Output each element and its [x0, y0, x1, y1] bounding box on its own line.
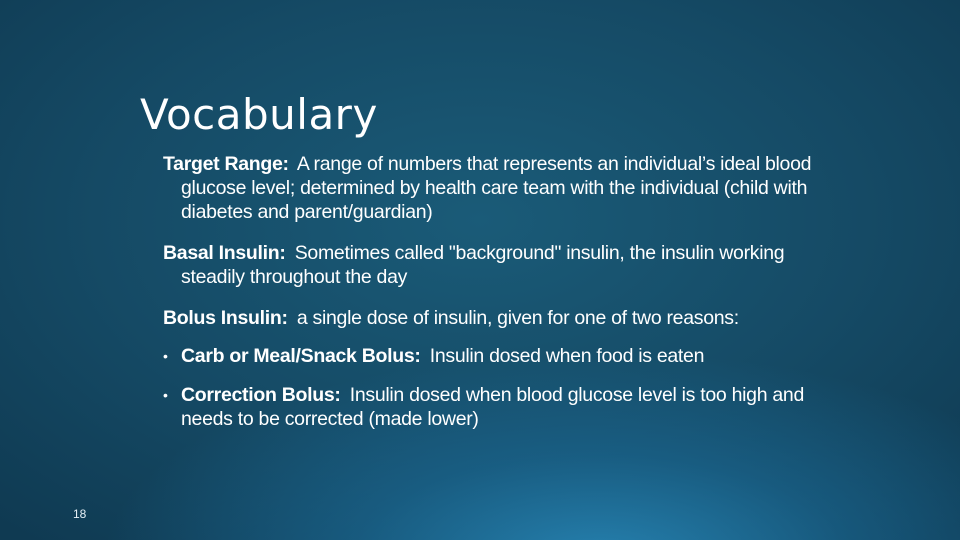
definition-text: Sometimes called "background" insulin, the insulin working steadily throughout the day	[181, 242, 785, 288]
definition-basal-insulin	[163, 241, 823, 289]
bullet-term: Correction Bolus:	[181, 384, 341, 406]
bullet-text: Insulin dosed when food is eaten	[429, 345, 705, 367]
bullet-term: Carb or Meal/Snack Bolus:	[181, 345, 421, 367]
list-item	[163, 383, 823, 431]
bolus-types-list	[163, 344, 823, 431]
definition-term: Basal Insulin:	[163, 242, 286, 264]
definition-term: Bolus Insulin:	[163, 307, 288, 329]
definition-target-range	[163, 152, 823, 224]
bullet-icon: •	[163, 387, 168, 403]
definition-term: Target Range:	[163, 153, 289, 175]
definition-bolus-insulin	[163, 306, 823, 330]
list-item	[163, 344, 823, 368]
slide-title: Vocabulary	[140, 90, 378, 139]
bullet-icon: •	[163, 348, 168, 364]
definition-text: A range of numbers that represents an individual’s ideal blood glucose level; determined by health care team with the individual (child with diabetes and parent/guardian)	[181, 153, 812, 223]
definition-text: a single dose of insulin, given for one of two reasons:	[296, 307, 739, 329]
vocabulary-list	[163, 152, 823, 431]
slide-number: 18	[73, 507, 87, 521]
bullet-text: Insulin dosed when blood glucose level is too high and needs to be corrected (made lower)	[181, 384, 804, 430]
